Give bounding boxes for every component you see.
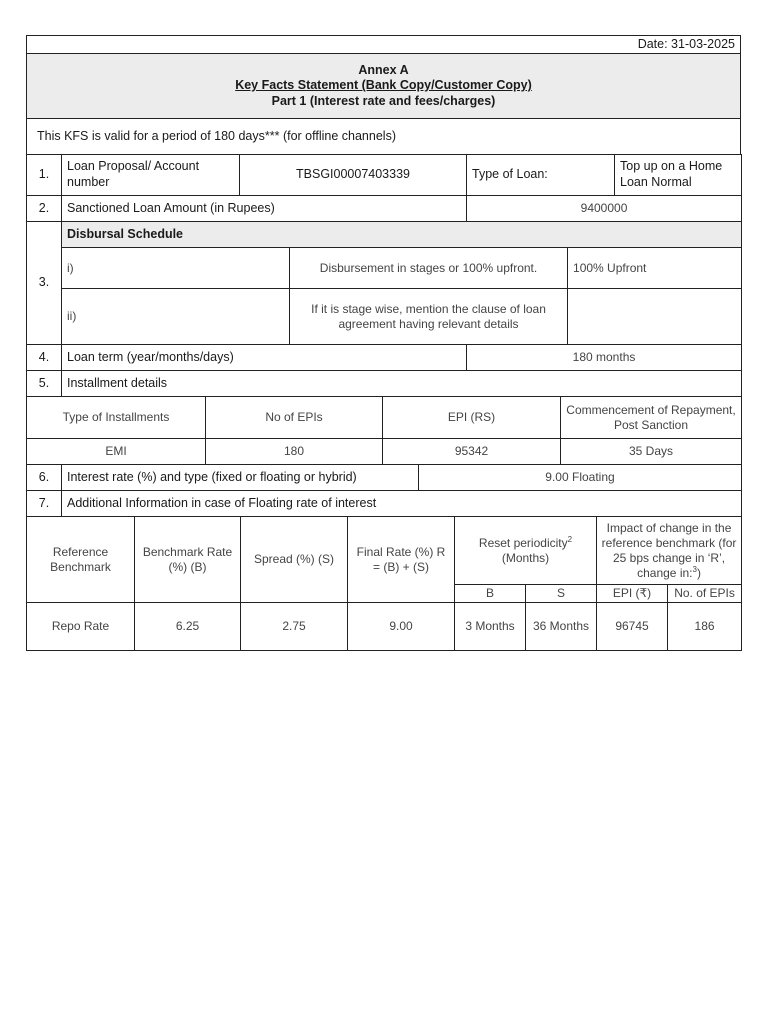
disbursal-i-label: i) [62,248,290,289]
row5-label: Installment details [62,371,742,397]
row7-num: 7. [27,491,62,517]
floating-rate-table [26,490,742,651]
header-table [26,35,741,155]
loan-type-label: Type of Loan: [467,155,615,196]
reset-footnote: 2 [567,534,573,544]
loan-term-value: 180 months [467,345,742,371]
disbursal-title: Disbursal Schedule [62,222,742,248]
installment-epi-value: 95342 [383,439,561,465]
date-cell: Date: 31-03-2025 [27,36,741,54]
installment-count-value: 180 [206,439,383,465]
disbursal-i-desc: Disbursement in stages or 100% upfront. [290,248,568,289]
row4-num: 4. [27,345,62,371]
header-reference-benchmark: Reference Benchmark [27,517,135,603]
loan-info-table [26,154,742,371]
header-impact-no-epis: No. of EPIs [668,585,742,603]
row7-label: Additional Information in case of Floating rate of interest [62,491,742,517]
header-benchmark-rate: Benchmark Rate (%) (B) [135,517,241,603]
row5-num: 5. [27,371,62,397]
kfs-title: Key Facts Statement (Bank Copy/Customer Copy) [235,78,532,93]
value-reset-s: 36 Months [526,603,597,651]
part-title: Part 1 (Interest rate and fees/charges) [271,93,496,108]
loan-type-value: Top up on a Home Loan Normal [615,155,742,196]
reset-unit: (Months) [501,550,550,565]
installment-header-type: Type of Installments [27,397,206,439]
account-number: TBSGI00007403339 [240,155,467,196]
value-final-rate: 9.00 [348,603,455,651]
value-impact-epi: 96745 [597,603,668,651]
value-impact-no-epis: 186 [668,603,742,651]
installment-header-epi: EPI (RS) [383,397,561,439]
impact-label: Impact of change in the reference benchmark (for 25 bps change in ‘R’, change in: [601,520,737,580]
annex-title: Annex A [358,62,409,77]
row1-num: 1. [27,155,62,196]
header-impact [597,517,742,585]
header-reset-s: S [526,585,597,603]
kfs-sheet [26,35,741,651]
header-final-rate: Final Rate (%) R = (B) + (S) [348,517,455,603]
row1-label: Loan Proposal/ Account number [62,155,240,196]
header-impact-epi: EPI (₹) [597,585,668,603]
sanctioned-amount: 9400000 [467,196,742,222]
installment-table [26,370,742,465]
disbursal-i-value: 100% Upfront [568,248,742,289]
row3-num: 3. [27,222,62,345]
row6-label: Interest rate (%) and type (fixed or floating or hybrid) [62,465,419,491]
title-block [27,54,741,119]
impact-footnote: 3 [692,564,697,574]
value-reference-benchmark: Repo Rate [27,603,135,651]
value-spread: 2.75 [241,603,348,651]
header-reset-b: B [455,585,526,603]
row4-label: Loan term (year/months/days) [62,345,467,371]
installment-header-count: No of EPIs [206,397,383,439]
installment-type-value: EMI [27,439,206,465]
impact-close: ) [696,565,701,580]
disbursal-ii-value [568,289,742,345]
validity-text: This KFS is valid for a period of 180 days*** (for offline channels) [27,119,741,155]
reset-label: Reset periodicity [478,535,568,550]
interest-table [26,464,742,491]
header-reset-periodicity [455,517,597,585]
value-reset-b: 3 Months [455,603,526,651]
disbursal-ii-label: ii) [62,289,290,345]
installment-header-commencement: Commencement of Repayment, Post Sanction [561,397,742,439]
disbursal-ii-desc: If it is stage wise, mention the clause of loan agreement having relevant details [290,289,568,345]
row6-num: 6. [27,465,62,491]
row2-label: Sanctioned Loan Amount (in Rupees) [62,196,467,222]
header-spread: Spread (%) (S) [241,517,348,603]
installment-commencement-value: 35 Days [561,439,742,465]
row2-num: 2. [27,196,62,222]
interest-rate-value: 9.00 Floating [419,465,742,491]
value-benchmark-rate: 6.25 [135,603,241,651]
